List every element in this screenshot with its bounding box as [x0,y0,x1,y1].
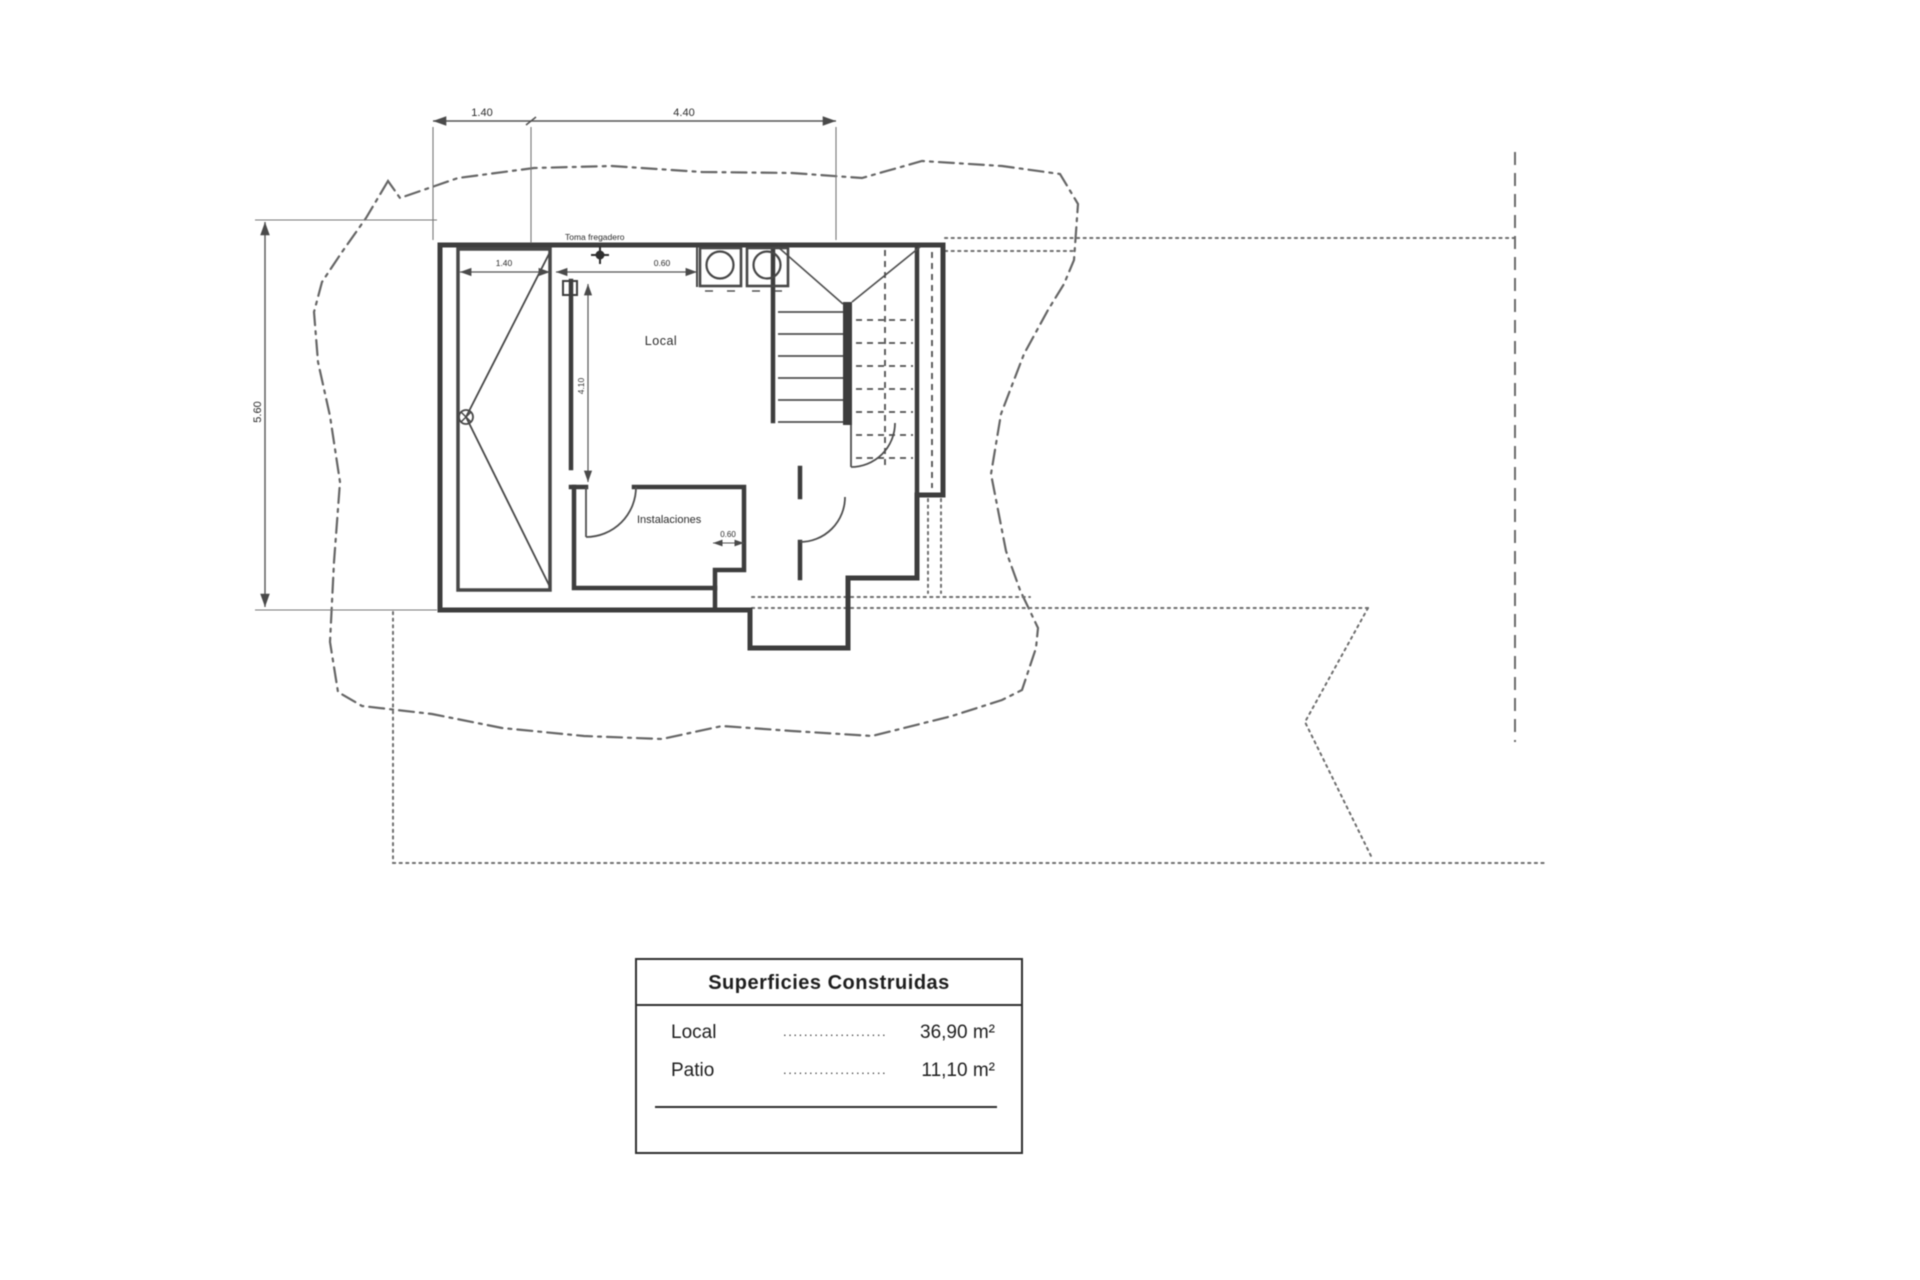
door-swings [586,423,895,542]
toma-symbol-icon [591,246,609,264]
surface-row-value: 36,90 m² [920,1022,995,1043]
dim-counter-width: 0.60 [653,258,671,268]
staircase [778,247,932,488]
dim-top-left: 1.40 [471,107,493,119]
room-label-local: Local [644,334,678,348]
surfaces-table [635,958,1023,1154]
surface-row-value: 11,10 m² [921,1060,995,1081]
dim-top-right: 4.40 [673,107,695,119]
table-row [637,1022,1021,1048]
dotted-leader: .................... [783,1024,888,1039]
dim-patio-width: 1.40 [495,258,513,268]
dim-left-height: 5.60 [252,401,264,423]
stair-divider-wall [843,302,852,425]
room-label-instalaciones: Instalaciones [637,514,702,526]
dimension-lines [255,117,836,610]
patio-dotted-lines [393,238,1545,863]
dotted-leader: .................... [783,1062,888,1077]
patio-room [458,249,550,590]
surface-row-label: Local [671,1022,717,1043]
table-row [637,1060,1021,1086]
drain-symbol-icon [459,410,473,424]
dim-local-depth: 4.10 [576,377,586,395]
surfaces-table-title: Superficies Construidas [637,960,1021,1006]
interior-walls [563,245,917,610]
extension-lines [255,127,836,610]
annotation-toma: Toma fregadero [565,232,625,242]
surface-row-label: Patio [671,1060,715,1081]
dim-recess-width: 0.60 [720,530,736,539]
table-divider [655,1106,997,1108]
stair-upper-flight-dashed [856,250,932,488]
